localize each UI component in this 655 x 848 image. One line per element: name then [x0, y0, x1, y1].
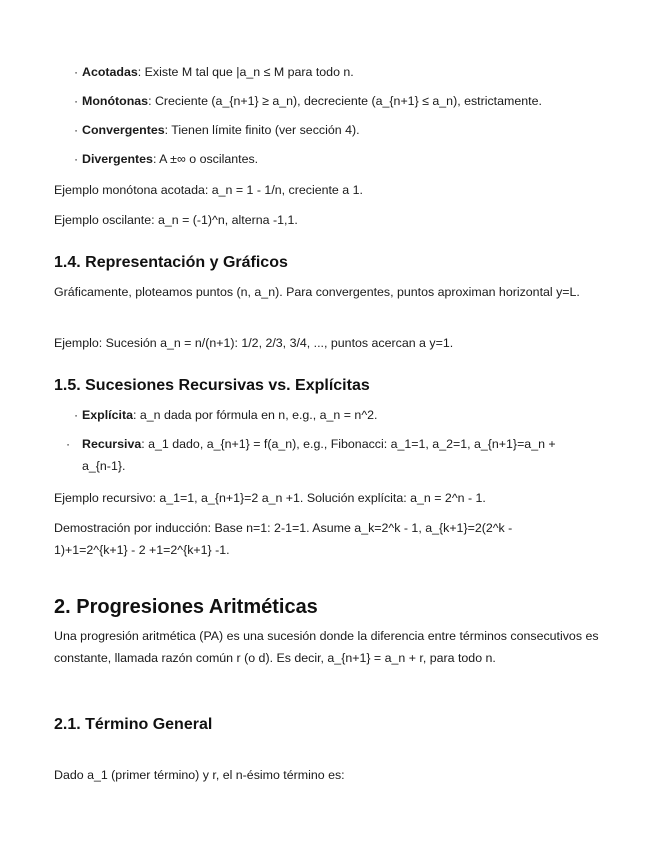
bullet-dot: · [74, 94, 79, 108]
paragraph: Dado a_1 (primer término) y r, el n-ésimo término es: [54, 768, 345, 782]
bullet-label: Acotadas [82, 65, 138, 79]
bullet-dot: · [66, 437, 71, 451]
example-oscillating: Ejemplo oscilante: a_n = (-1)^n, alterna -1,1. [54, 213, 298, 227]
example-monotone: Ejemplo monótona acotada: a_n = 1 - 1/n, creciente a 1. [54, 183, 363, 197]
bullet-label: Divergentes [82, 152, 153, 166]
bullet-text: : Tienen límite finito (ver sección 4). [164, 123, 360, 137]
bullet-label: Explícita [82, 408, 133, 422]
section-heading-1-4: 1.4. Representación y Gráficos [54, 254, 288, 271]
paragraph: Una progresión aritmética (PA) es una sucesión donde la diferencia entre términos consecutivos es constante, llamada razón común r (o d). Es decir, a_{n+1} = a_n + r, para todo n. [54, 629, 599, 665]
bullet-dot: · [74, 65, 79, 79]
bullet-text: : Existe M tal que |a_n ≤ M para todo n. [137, 65, 354, 79]
bullet-dot: · [74, 408, 79, 422]
section-heading-2: 2. Progresiones Aritméticas [54, 596, 318, 618]
bullet-text: : a_1 dado, a_{n+1} = f(a_n), e.g., Fibonacci: a_1=1, a_2=1, a_{n+1}=a_n + a_{n-1}. [82, 437, 556, 473]
section-heading-1-5: 1.5. Sucesiones Recursivas vs. Explícitas [54, 377, 370, 394]
paragraph: Ejemplo recursivo: a_1=1, a_{n+1}=2 a_n +1. Solución explícita: a_n = 2^n - 1. [54, 491, 486, 505]
bullet-explicita [74, 404, 605, 426]
paragraph: Ejemplo: Sucesión a_n = n/(n+1): 1/2, 2/3, 3/4, ..., puntos acercan a y=1. [54, 336, 454, 350]
bullet-text: : a_n dada por fórmula en n, e.g., a_n = n^2. [132, 408, 378, 422]
bullet-monotonas [74, 90, 605, 112]
bullet-recursiva [66, 433, 585, 477]
bullet-divergentes [74, 148, 605, 170]
section-heading-2-1: 2.1. Término General [54, 716, 213, 733]
bullet-text: : Creciente (a_{n+1} ≥ a_n), decreciente (a_{n+1} ≤ a_n), estrictamente. [148, 94, 542, 108]
paragraph: Gráficamente, ploteamos puntos (n, a_n). Para convergentes, puntos aproximan horizontal y=L. [54, 285, 580, 299]
bullet-label: Monótonas [82, 94, 149, 108]
bullet-text: : A ±∞ o oscilantes. [152, 152, 259, 166]
bullet-dot: · [74, 123, 79, 137]
paragraph: Demostración por inducción: Base n=1: 2-1=1. Asume a_k=2^k - 1, a_{k+1}=2(2^k - 1)+1=2^{k+1} - 2 +1=2^{k+1} -1. [54, 521, 513, 557]
bullet-convergentes [74, 119, 605, 141]
bullet-label: Convergentes [82, 123, 165, 137]
bullet-acotadas [74, 61, 605, 83]
bullet-label: Recursiva [82, 437, 142, 451]
bullet-dot: · [74, 152, 79, 166]
